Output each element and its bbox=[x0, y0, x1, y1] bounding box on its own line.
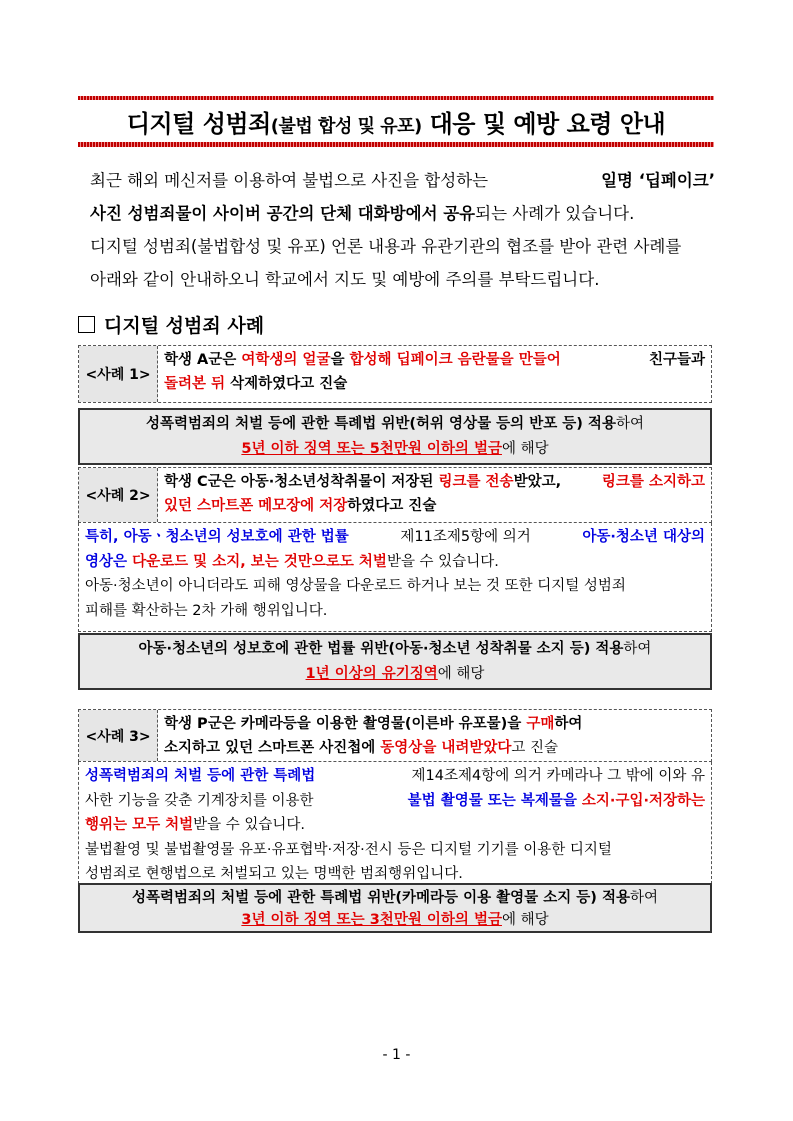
text: 하여 bbox=[554, 716, 583, 732]
header-rule-top bbox=[78, 96, 714, 100]
text: 학생 A군은 bbox=[164, 352, 242, 368]
text: 하였다고 진술 bbox=[347, 498, 437, 514]
text: 에 해당 bbox=[437, 666, 485, 682]
text: 하여 bbox=[623, 641, 652, 657]
red-text: 여학생의 얼굴 bbox=[241, 352, 331, 368]
intro-line-3 bbox=[90, 230, 715, 263]
case-1-text bbox=[158, 346, 711, 402]
case-1-line-1 bbox=[164, 348, 705, 372]
case-3-penalty-line-1 bbox=[84, 887, 706, 909]
red-text: 다운로드 및 소지, 보는 것만으로도 처벌 bbox=[132, 553, 387, 570]
text: 하여 bbox=[629, 890, 658, 906]
title-part-b: 대응 및 예방 요령 안내 bbox=[421, 110, 666, 138]
intro-text: 되는 사례가 있습니다. bbox=[475, 204, 635, 223]
blue-text: 성폭력범죄의 처벌 등에 관한 특례법 bbox=[85, 768, 316, 784]
case-2-line-2 bbox=[164, 494, 705, 518]
case-1-tag: <사례 1> bbox=[79, 346, 158, 402]
text: 학생 P군은 카메라등을 이용한 촬영물(이른바 유포물)을 bbox=[164, 716, 527, 732]
case-3-detail-line-2 bbox=[85, 789, 705, 814]
text: 고 진술 bbox=[511, 740, 559, 756]
case-2-row bbox=[78, 467, 712, 523]
text: 학생 C군은 아동·청소년성착취물이 저장된 bbox=[164, 474, 439, 490]
case-3-text bbox=[158, 710, 711, 761]
text: 받을 수 있습니다. bbox=[193, 817, 306, 833]
text: 성범죄로 현행법으로 처벌되고 있는 명백한 범죄행위입니다. bbox=[85, 866, 463, 882]
intro-line-1 bbox=[90, 164, 715, 197]
penalty-law: 성폭력범죄의 처벌 등에 관한 특례법 위반(카메라등 이용 촬영물 소지 등) 적용 bbox=[132, 890, 630, 906]
text: 받았고, bbox=[513, 474, 562, 490]
case-1-penalty-line-1 bbox=[84, 412, 706, 437]
case-1-penalty-line-2 bbox=[84, 437, 706, 462]
intro-paragraph bbox=[90, 164, 715, 296]
page-number: - 1 - bbox=[382, 1047, 411, 1063]
case-3-detail-line-1 bbox=[85, 764, 705, 789]
case-3-line-2 bbox=[164, 736, 705, 760]
section-heading-text: 디지털 성범죄 사례 bbox=[104, 315, 265, 337]
text: 을 bbox=[330, 352, 350, 368]
case-2-penalty-line-1 bbox=[84, 637, 706, 662]
intro-emphasis: 사진 성범죄물이 사이버 공간의 단체 대화방에서 공유 bbox=[90, 204, 476, 223]
case-2-line-1 bbox=[164, 470, 705, 494]
case-3-tag: <사례 3> bbox=[79, 710, 158, 761]
intro-line-2 bbox=[90, 197, 715, 230]
section-heading bbox=[78, 311, 264, 338]
title-part-a: 디지털 성범죄 bbox=[126, 110, 271, 138]
red-text: 행위는 모두 처벌 bbox=[85, 817, 194, 833]
intro-text: 디지털 성범죄(불법합성 및 유포) 언론 내용과 유관기관의 협조를 받아 관련 사례를 bbox=[90, 237, 682, 256]
text: 소지하고 있던 스마트폰 사진첩에 bbox=[164, 740, 381, 756]
case-3-detail bbox=[78, 762, 712, 884]
intro-text: 아래와 같이 안내하오니 학교에서 지도 및 예방에 주의를 부탁드립니다. bbox=[90, 270, 600, 289]
text: 하여 bbox=[615, 416, 644, 432]
case-2-detail-line-3 bbox=[85, 574, 705, 599]
case-3-penalty bbox=[78, 883, 712, 933]
case-1-row bbox=[78, 345, 712, 403]
blue-text: 특히, 아동ㆍ청소년의 성보호에 관한 법률 bbox=[85, 529, 349, 545]
penalty-sentence: 1년 이상의 유기징역 bbox=[305, 666, 438, 682]
case-2-penalty bbox=[78, 633, 712, 690]
red-text: 링크를 소지하고 bbox=[601, 474, 705, 490]
intro-emphasis: 일명 ‘딥페이크’ bbox=[601, 171, 715, 190]
case-2-detail-line-1 bbox=[85, 525, 705, 550]
text: 삭제하였다고 진술 bbox=[225, 376, 348, 392]
penalty-sentence: 3년 이하 징역 또는 3천만원 이하의 벌금 bbox=[241, 912, 502, 928]
case-1-line-2 bbox=[164, 372, 705, 396]
page-title bbox=[78, 104, 714, 139]
case-2-detail-line-2 bbox=[85, 550, 705, 575]
case-3-row bbox=[78, 709, 712, 762]
intro-text: 최근 해외 메신저를 이용하여 불법으로 사진을 합성하는 bbox=[90, 171, 489, 190]
penalty-law: 성폭력범죄의 처벌 등에 관한 특례법 위반(허위 영상물 등의 반포 등) 적용 bbox=[146, 416, 616, 432]
case-2-tag: <사례 2> bbox=[79, 468, 158, 522]
checkbox-square-icon bbox=[78, 316, 95, 333]
text: 제14조제4항에 의거 카메라나 그 밖에 이와 유 bbox=[411, 768, 705, 784]
text: 제11조제5항에 의거 bbox=[400, 529, 531, 545]
text: 에 해당 bbox=[501, 441, 549, 457]
blue-text: 불법 촬영물 또는 복제물을 bbox=[407, 792, 582, 809]
penalty-law: 아동·청소년의 성보호에 관한 법률 위반(아동·청소년 성착취물 소지 등) 적용 bbox=[138, 641, 624, 657]
case-2-detail bbox=[78, 523, 712, 632]
header-rule-bottom bbox=[78, 142, 714, 147]
text: 받을 수 있습니다. bbox=[386, 553, 499, 570]
blue-text: 영상은 bbox=[85, 553, 133, 570]
red-text: 동영상을 내려받았다 bbox=[380, 740, 512, 756]
penalty-sentence: 5년 이하 징역 또는 5천만원 이하의 벌금 bbox=[241, 441, 502, 457]
blue-text: 아동·청소년 대상의 bbox=[582, 529, 705, 545]
title-paren: (불법 합성 및 유포) bbox=[270, 116, 422, 137]
red-text: 소지·구입·저장하는 bbox=[581, 792, 705, 809]
text: 불법촬영 및 불법촬영물 유포·유포협박·저장·전시 등은 디지털 기기를 이용한 디지털 bbox=[85, 841, 612, 858]
text: 아동·청소년이 아니더라도 피해 영상물을 다운로드 하거나 보는 것 또한 디지털 성범죄 bbox=[85, 578, 626, 594]
red-text: 구매 bbox=[526, 716, 555, 732]
red-text: 돌려본 뒤 bbox=[164, 376, 226, 392]
case-3-penalty-line-2 bbox=[84, 909, 706, 931]
text: 에 해당 bbox=[501, 912, 549, 928]
text: 친구들과 bbox=[648, 352, 705, 368]
red-text: 있던 스마트폰 메모장에 저장 bbox=[164, 498, 348, 514]
case-1-penalty bbox=[78, 408, 712, 465]
red-text: 합성해 딥페이크 음란물을 만들어 bbox=[349, 352, 561, 368]
text: 사한 기능을 갖춘 기계장치를 이용한 bbox=[85, 792, 314, 809]
case-2-text bbox=[158, 468, 711, 522]
text: 피해를 확산하는 2차 가해 행위입니다. bbox=[85, 602, 328, 619]
case-3-line-1 bbox=[164, 712, 705, 736]
case-3-detail-line-4 bbox=[85, 838, 705, 863]
case-2-penalty-line-2 bbox=[84, 662, 706, 687]
red-text: 링크를 전송 bbox=[438, 474, 514, 490]
case-2-detail-line-4 bbox=[85, 599, 705, 624]
case-3-detail-line-3 bbox=[85, 813, 705, 838]
intro-line-4 bbox=[90, 263, 715, 296]
